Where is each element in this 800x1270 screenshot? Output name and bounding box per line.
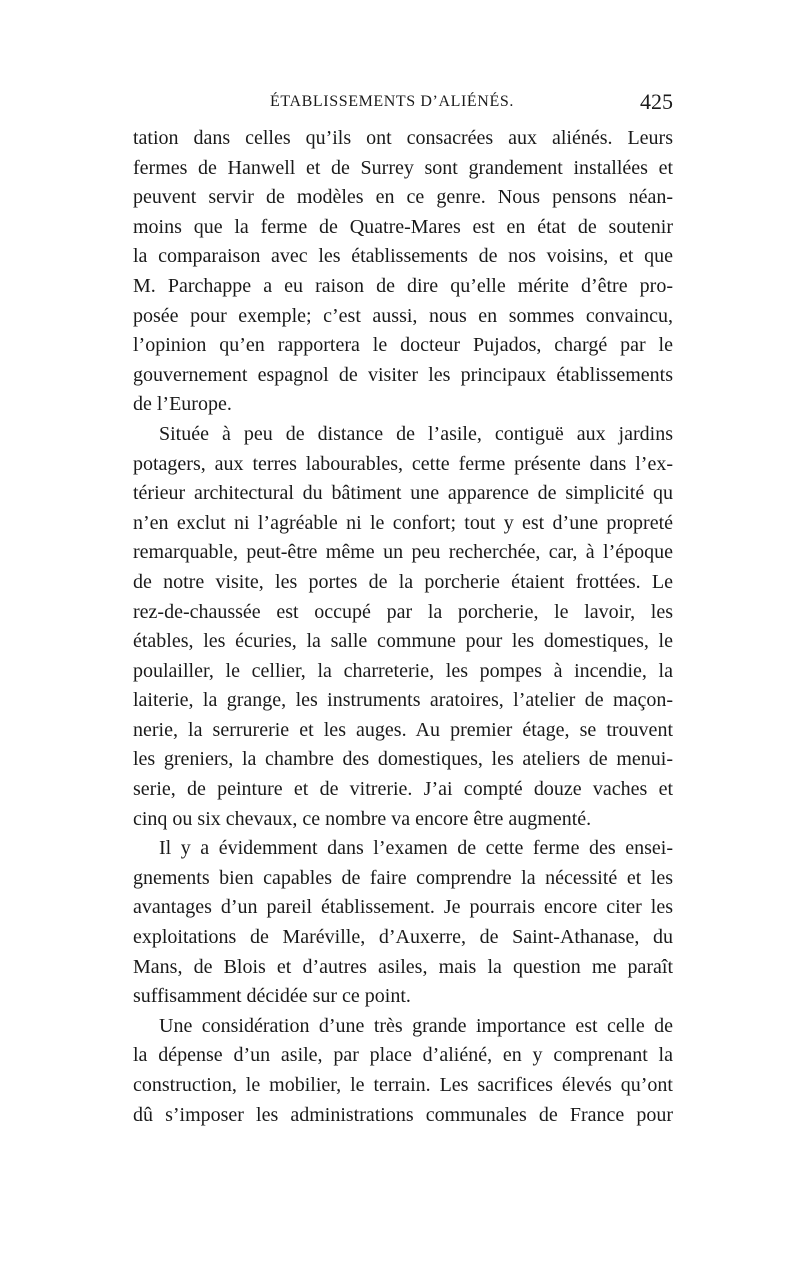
text-line: posée pour exemple; c’est aussi, nous en sommes convaincu, — [133, 304, 673, 327]
text-line: Une considération d’une très grande importance est celle de — [159, 1014, 673, 1037]
text-line: Il y a évidemment dans l’examen de cette ferme des ensei- — [159, 837, 673, 860]
text-line: peuvent servir de modèles en ce genre. Nous pensons néan- — [133, 186, 673, 209]
text-line: térieur architectural du bâtiment une apparence de simplicité qu — [133, 482, 673, 505]
page-number: 425 — [640, 89, 673, 114]
text-line: l’opinion qu’en rapportera le docteur Pujados, chargé par le — [133, 334, 673, 357]
text-line: n’en exclut ni l’agréable ni le confort; tout y est d’une propreté — [133, 511, 673, 534]
text-line: de l’Europe. — [133, 393, 232, 416]
running-title: ÉTABLISSEMENTS D’ALIÉNÉS. — [270, 93, 514, 110]
text-line: Mans, de Blois et d’autres asiles, mais la question me paraît — [133, 955, 673, 978]
text-line: gnements bien capables de faire comprendre la nécessité et les — [133, 866, 673, 889]
text-line: remarquable, peut-être même un peu recherchée, car, à l’époque — [133, 541, 673, 564]
text-line: suffisamment décidée sur ce point. — [133, 985, 411, 1008]
text-line: étables, les écuries, la salle commune pour les domestiques, le — [133, 630, 673, 653]
text-line: la comparaison avec les établissements de nos voisins, et que — [133, 245, 673, 268]
text-line: tation dans celles qu’ils ont consacrées aux aliénés. Leurs — [133, 127, 673, 149]
text-line: construction, le mobilier, le terrain. Les sacrifices élevés qu’ont — [133, 1074, 673, 1096]
text-line: de notre visite, les portes de la porcherie étaient frottées. Le — [133, 570, 673, 593]
body-text — [133, 124, 673, 1130]
text-line: nerie, la serrurerie et les auges. Au premier étage, se trouvent — [133, 718, 673, 741]
text-line: gouvernement espagnol de visiter les principaux établissements — [133, 363, 673, 386]
text-line: laiterie, la grange, les instruments aratoires, l’atelier de maçon- — [133, 689, 673, 712]
text-line: avantages d’un pareil établissement. Je pourrais encore citer les — [133, 896, 673, 919]
text-line: dû s’imposer les administrations communales de France pour — [133, 1103, 673, 1126]
text-line: potagers, aux terres labourables, cette ferme présente dans l’ex- — [133, 452, 673, 475]
text-line: moins que la ferme de Quatre-Mares est en état de soutenir — [133, 215, 673, 238]
text-line: cinq ou six chevaux, ce nombre va encore être augmenté. — [133, 807, 592, 830]
text-line: fermes de Hanwell et de Surrey sont grandement installées et — [133, 156, 673, 179]
text-line: rez-de-chaussée est occupé par la porcherie, le lavoir, les — [133, 600, 673, 623]
text-line: la dépense d’un asile, par place d’aliéné, en y comprenant la — [133, 1044, 673, 1067]
text-line: les greniers, la chambre des domestiques, les ateliers de menui- — [133, 748, 673, 771]
text-line: poulailler, le cellier, la charreterie, les pompes à incendie, la — [133, 659, 673, 682]
running-head — [133, 89, 673, 121]
text-line: serie, de peinture et de vitrerie. J’ai compté douze vaches et — [133, 778, 673, 801]
text-line: M. Parchappe a eu raison de dire qu’elle mérite d’être pro- — [133, 274, 673, 297]
text-line: exploitations de Maréville, d’Auxerre, de Saint-Athanase, du — [133, 926, 673, 949]
text-line: Située à peu de distance de l’asile, contiguë aux jardins — [159, 422, 673, 445]
